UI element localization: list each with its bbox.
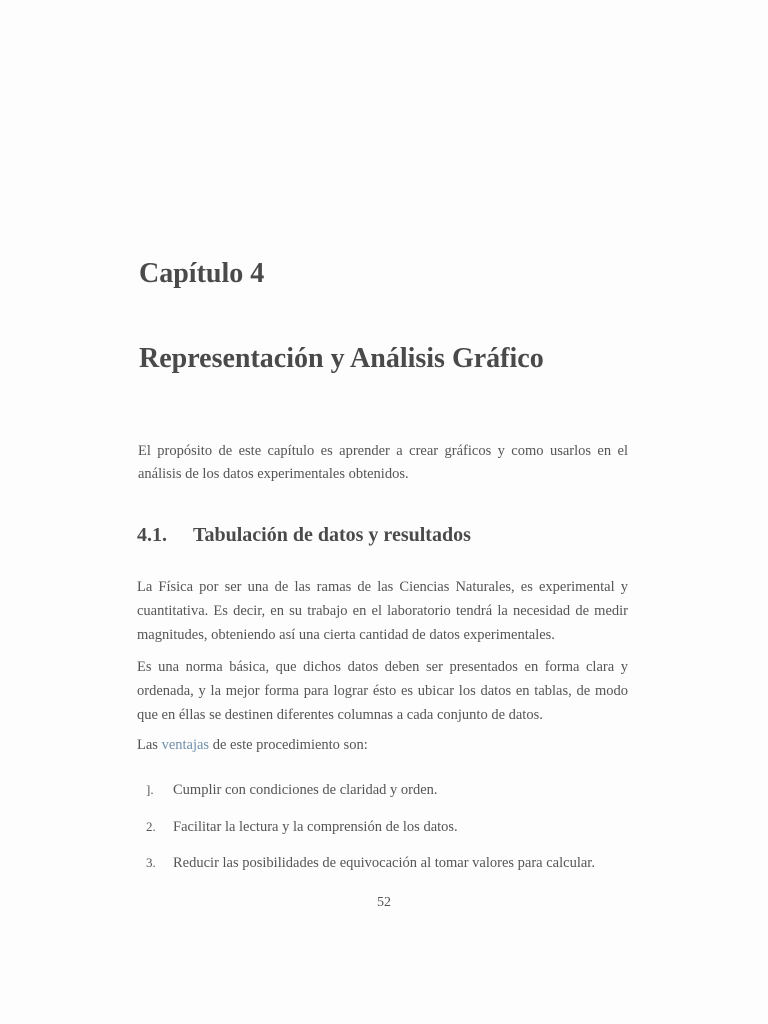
section-title: Tabulación de datos y resultados <box>193 524 471 546</box>
advantages-highlight: ventajas <box>161 737 210 753</box>
list-item <box>146 855 595 872</box>
chapter-title: Representación y Análisis Gráfico <box>139 343 544 374</box>
list-item <box>146 819 458 836</box>
body-paragraph-2: Es una norma básica, que dichos datos deben ser presentados en forma clara y ordenada, y la mejor forma para lograr ésto es ubicar los datos en tablas, de modo que en éllas se destinen diferentes columnas a cada conjunto de datos. <box>137 659 628 723</box>
body-paragraph-1: La Física por ser una de las ramas de las Ciencias Naturales, es experimental y cuantitativa. Es decir, en su trabajo en el laboratorio tendrá la necesidad de medir magnitudes, obteniendo así una cierta cantidad de datos experimentales. <box>137 579 628 643</box>
chapter-label: Capítulo 4 <box>139 258 265 289</box>
section-number: 4.1. <box>137 524 167 546</box>
intro-paragraph: El propósito de este capítulo es aprender a crear gráficos y como usarlos en el análisis de los datos experimentales obtenidos. <box>138 443 628 482</box>
list-item-text: Facilitar la lectura y la comprensión de los datos. <box>173 819 458 835</box>
list-item <box>146 782 438 799</box>
advantages-intro-after: de este procedimiento son: <box>209 737 368 753</box>
page-number: 52 <box>377 895 391 910</box>
list-marker: 2. <box>146 819 156 834</box>
list-item-text: Reducir las posibilidades de equivocación al tomar valores para calcular. <box>173 855 595 871</box>
list-marker: ]. <box>146 782 154 797</box>
list-item-text: Cumplir con condiciones de claridad y orden. <box>173 782 438 798</box>
advantages-intro-before: Las <box>137 737 162 753</box>
list-marker: 3. <box>146 855 156 870</box>
